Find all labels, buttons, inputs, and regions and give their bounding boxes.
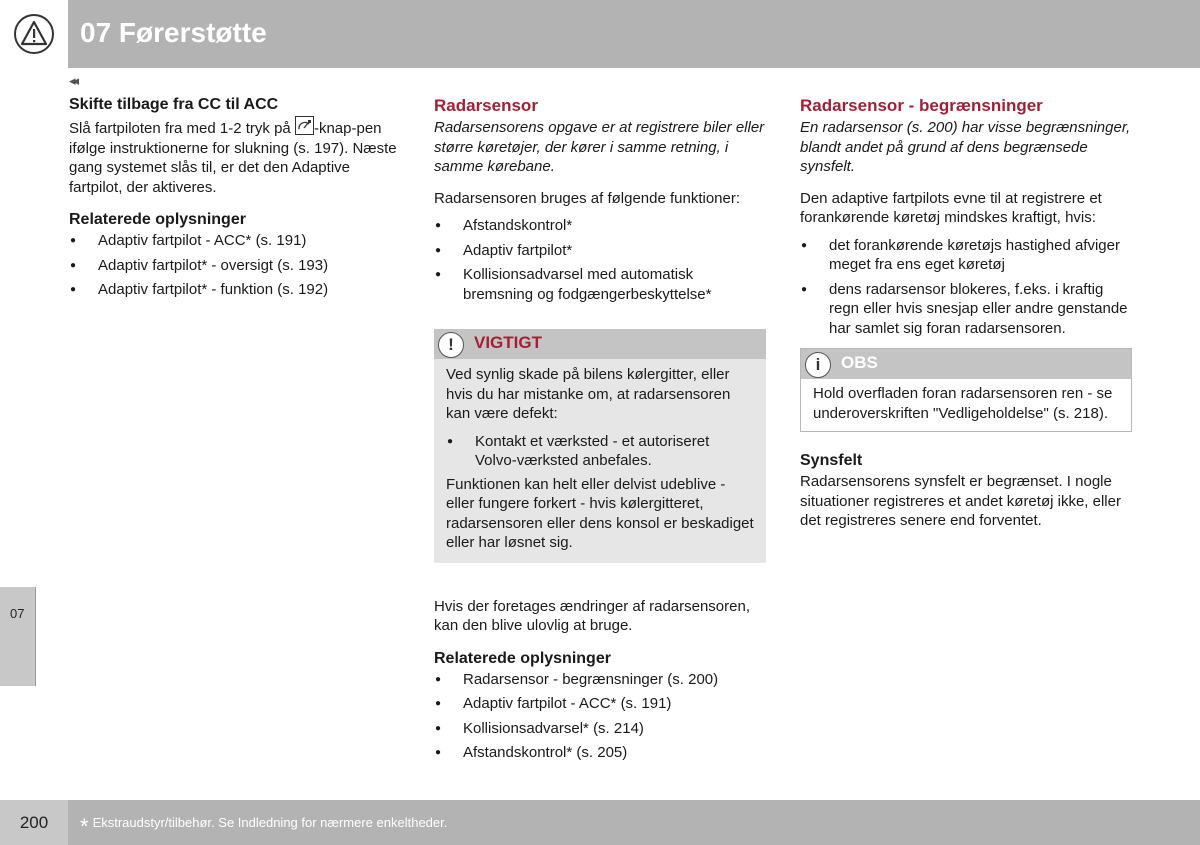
important-bullets	[446, 432, 754, 471]
important-callout-header	[434, 329, 766, 359]
radarsensor-paragraph: Radarsensoren bruges af følgende funktioner:	[434, 189, 741, 207]
important-label: VIGTIGT	[474, 333, 542, 352]
warning-triangle-icon	[13, 13, 55, 55]
synsfelt-paragraph: Radarsensorens synsfelt er begrænset. I nogle situationer registreres et andet køretøj ikke, eller det registreres senere end forventet.	[800, 473, 1121, 529]
related-link[interactable]: ● Kollisionsadvarsel* (s. 214)	[434, 719, 766, 739]
important-text-1: Ved synlig skade på bilens kølergitter, eller hvis du har mistanke om, at radarsensoren kan være defekt:	[446, 366, 731, 422]
related-link[interactable]: ● Adaptiv fartpilot - ACC* (s. 191)	[434, 694, 766, 714]
obs-text: Hold overfladen foran radarsensoren ren - se underoverskriften "Vedligeholdelse" (s. 218).	[813, 385, 1113, 422]
footnote-text: Ekstraudstyr/tilbehør. Se Indledning for nærmere enkeltheder.	[92, 815, 448, 830]
limitation-item: ● dens radarsensor blokeres, f.eks. i kraftig regn eller hvis snesjap eller andre genstande har samlet sig foran radarsensoren.	[800, 280, 1132, 339]
related-link[interactable]: ● Radarsensor - begrænsninger (s. 200)	[434, 670, 766, 690]
column-1	[69, 94, 397, 305]
back-arrow-icon[interactable]: ◂◂	[69, 73, 77, 88]
limitations-paragraph: Den adaptive fartpilots evne til at registrere et forankørende køretøj mindskes kraftigt, hvis:	[800, 189, 1102, 226]
important-text-2: Funktionen kan helt eller delvist udeblive - eller fungere forkert - hvis kølergitteret, radarsensoren eller dens konsol er beskadiget eller har løsnet sig.	[446, 475, 754, 551]
function-item: ● Kollisionsadvarsel med automatisk bremsning og fodgængerbeskyttelse*	[434, 265, 766, 304]
related-list-2	[434, 670, 766, 763]
footnote	[80, 814, 447, 840]
cc-acc-paragraph	[69, 116, 397, 197]
important-bullet-item: ● Kontakt et værksted - et autoriseret Volvo-værksted anbefales.	[446, 432, 754, 471]
limitation-item: ● det forankørende køretøjs hastighed afviger meget fra ens eget køretøj	[800, 236, 1132, 275]
section-heading-cc-acc: Skifte tilbage fra CC til ACC	[69, 96, 279, 113]
related-heading-2: Relaterede oplysninger	[434, 649, 611, 667]
page-number: 200	[0, 800, 68, 845]
cc-acc-text-part2: -knap-pen ifølge instruktionerne for slukning (s. 197). Næste gang systemet slås til, er det den Adaptive fartpilot, der aktiveres.	[69, 120, 397, 196]
function-item: ● Adaptiv fartpilot*	[434, 241, 766, 261]
info-icon: i	[805, 352, 831, 378]
cruise-control-button-icon	[295, 116, 314, 135]
related-link[interactable]: ● Adaptiv fartpilot* - funktion (s. 192)	[69, 280, 397, 300]
related-link[interactable]: ● Adaptiv fartpilot - ACC* (s. 191)	[69, 231, 397, 251]
obs-callout-header	[801, 349, 1131, 379]
obs-callout	[800, 348, 1132, 432]
section-heading-limitations: Radarsensor - begrænsninger	[800, 96, 1043, 115]
related-link[interactable]: ● Afstandskontrol* (s. 205)	[434, 743, 766, 763]
synsfelt-heading: Synsfelt	[800, 452, 863, 469]
important-callout-body	[434, 359, 766, 553]
exclamation-icon: !	[438, 332, 464, 358]
column-3	[800, 94, 1132, 531]
function-item: ● Afstandskontrol*	[434, 216, 766, 236]
footnote-star: *	[80, 814, 89, 839]
cc-acc-text-part1: Slå fartpiloten fra med 1-2 tryk på	[69, 120, 291, 137]
chapter-header	[0, 0, 1200, 68]
limitations-list	[800, 236, 1132, 339]
chapter-title: 07 Førerstøtte	[80, 17, 267, 48]
chapter-side-tab[interactable]	[0, 587, 36, 686]
functions-list	[434, 216, 766, 304]
footer-bar	[68, 800, 1200, 845]
radarsensor-intro: Radarsensorens opgave er at registrere biler eller større køretøjer, der kører i samme retning, i samme kørebane.	[434, 119, 765, 175]
column-2	[434, 94, 766, 768]
related-link[interactable]: ● Adaptiv fartpilot* - oversigt (s. 193)	[69, 256, 397, 276]
chapter-side-tab-label: 07	[10, 606, 25, 621]
limitations-intro: En radarsensor (s. 200) har visse begrænsninger, blandt andet på grund af dens begrænsede synsfelt.	[800, 119, 1131, 175]
section-heading-radarsensor: Radarsensor	[434, 96, 538, 115]
obs-label: OBS	[841, 353, 878, 372]
obs-callout-body	[801, 379, 1131, 431]
radarsensor-paragraph-2: Hvis der foretages ændringer af radarsensoren, kan den blive ulovlig at bruge.	[434, 597, 750, 634]
important-callout	[434, 329, 766, 563]
related-heading-1: Relaterede oplysninger	[69, 211, 246, 228]
header-icon-box	[0, 0, 68, 68]
related-list-1	[69, 231, 397, 300]
page-footer	[0, 800, 1200, 845]
